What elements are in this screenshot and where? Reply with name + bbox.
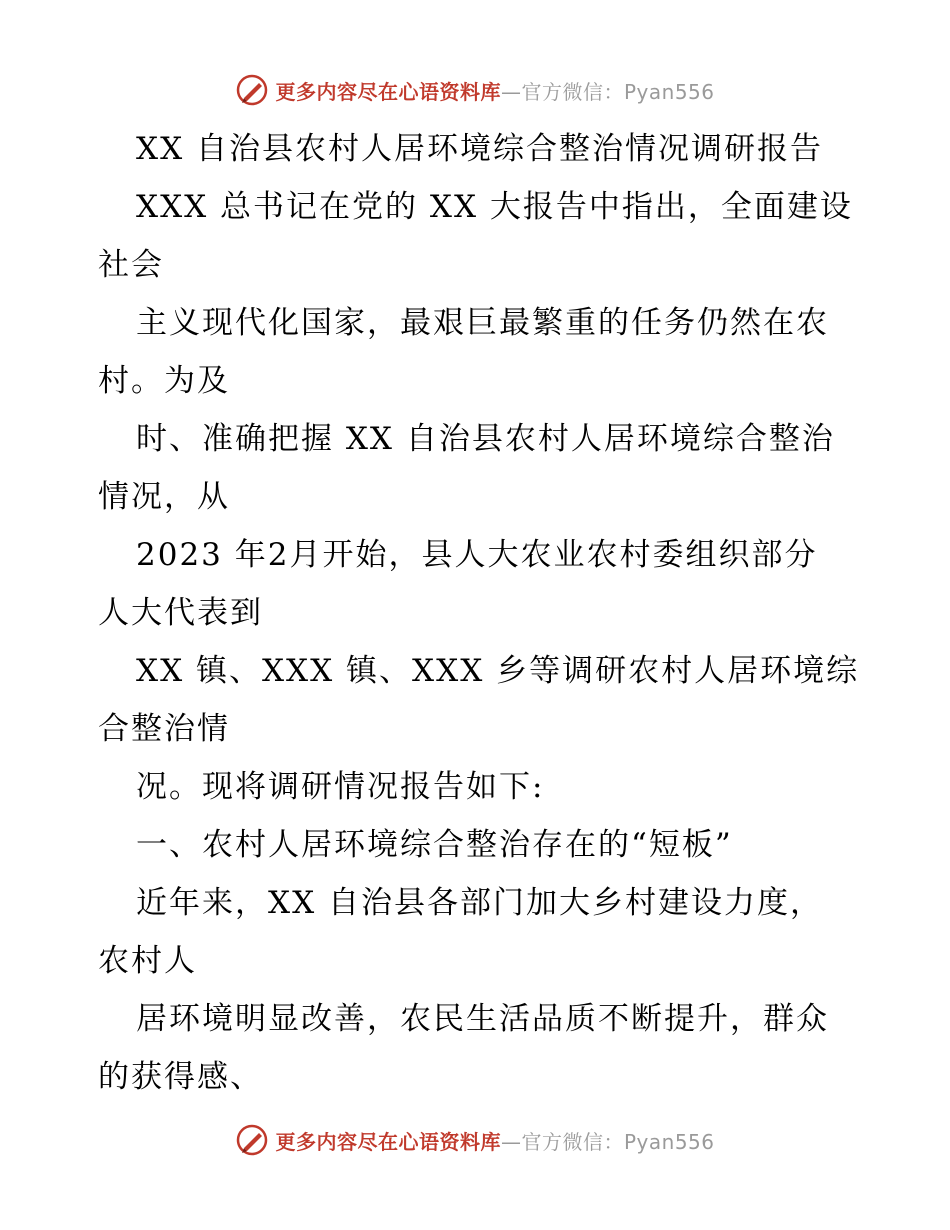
doc-line: 农村人 [98, 943, 197, 979]
banner-main-text: 更多内容尽在心语资料库 [275, 79, 501, 104]
doc-line: 情况，从 [98, 479, 230, 515]
doc-line: 近年来，XX 自治县各部门加大乡村建设力度， [136, 885, 823, 921]
doc-line: 一、农村人居环境综合整治存在的“短板” [136, 827, 733, 863]
pen-logo-icon [235, 73, 269, 107]
doc-line: 的获得感、 [98, 1059, 263, 1095]
pen-logo-icon [235, 1123, 269, 1157]
banner-dash: — [500, 1129, 522, 1154]
banner-text [275, 1126, 714, 1155]
doc-line: 居环境明显改善，农民生活品质不断提升，群众 [136, 1001, 829, 1037]
doc-line: 主义现代化国家，最艰巨最繁重的任务仍然在农 [136, 305, 829, 341]
doc-line: XX 镇、XXX 镇、XXX 乡等调研农村人居环境综 [136, 653, 860, 689]
doc-line: 合整治情 [98, 711, 230, 747]
banner-dash: — [500, 79, 522, 104]
footer-watermark-banner [0, 1118, 950, 1162]
doc-line: XX 自治县农村人居环境综合整治情况调研报告 [136, 131, 823, 167]
banner-wechat-id: Pyan556 [623, 79, 715, 104]
doc-line: 况。现将调研情况报告如下: [136, 769, 545, 805]
doc-line: 时、准确把握 XX 自治县农村人居环境综合整治 [136, 421, 835, 457]
banner-wechat-id: Pyan556 [623, 1129, 715, 1154]
banner-wechat-label: 官方微信： [521, 79, 624, 104]
doc-line: 社会 [98, 247, 164, 283]
banner-text [275, 76, 714, 105]
banner-wechat-label: 官方微信： [521, 1129, 624, 1154]
doc-line: XXX 总书记在党的 XX 大报告中指出，全面建设 [136, 189, 853, 225]
header-watermark-banner [0, 68, 950, 112]
doc-line: 村。为及 [98, 363, 230, 399]
doc-line: 2023 年2月开始，县人大农业农村委组织部分 [136, 537, 818, 573]
doc-line: 人大代表到 [98, 595, 263, 631]
document-body [98, 120, 858, 1106]
banner-main-text: 更多内容尽在心语资料库 [275, 1129, 501, 1154]
